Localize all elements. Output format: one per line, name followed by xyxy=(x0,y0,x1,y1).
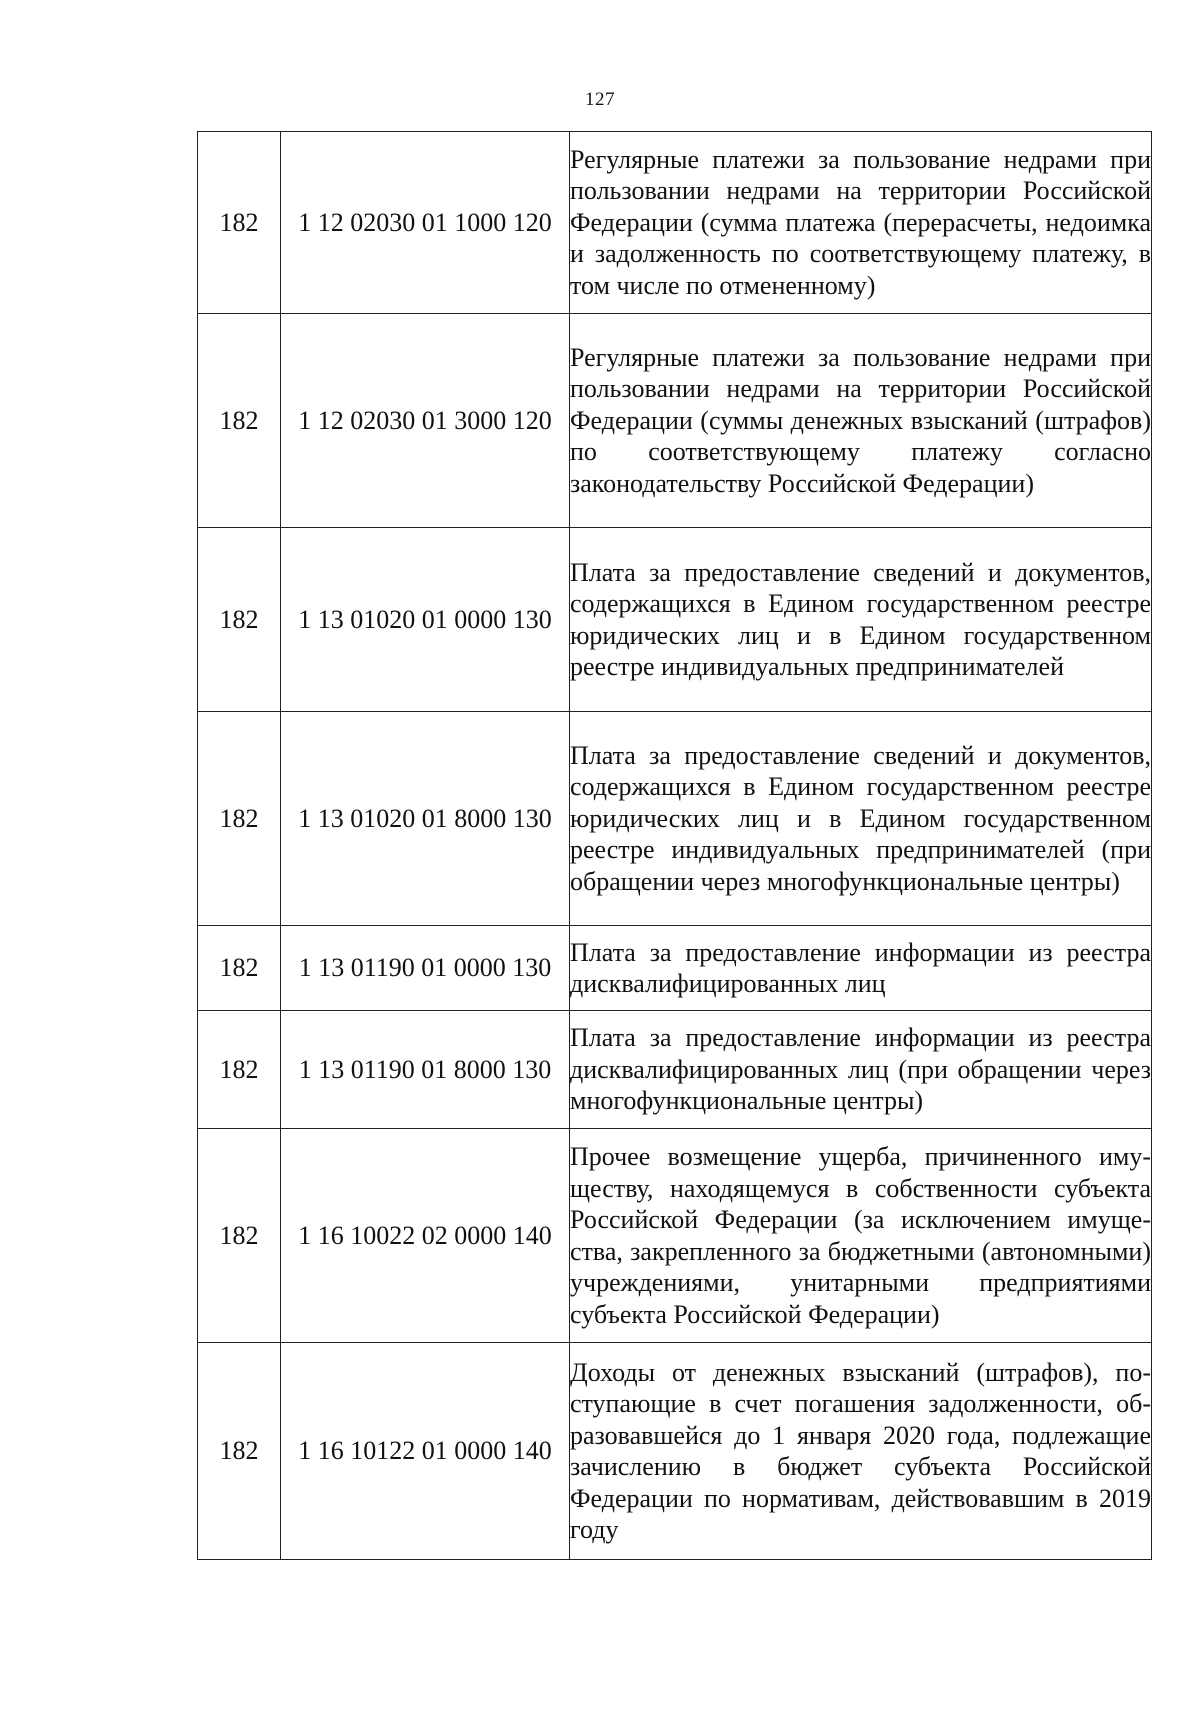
table-row xyxy=(198,1011,1152,1129)
admin-code-cell: 182 xyxy=(198,132,281,314)
kbk-code-cell: 1 12 02030 01 3000 120 xyxy=(281,314,570,528)
description-cell: Доходы от денежных взысканий (штрафов), поступающие в счет погашения задолженности, образовавшейся до 1 января 2020 года, подлежащие зачислению в бюджет субъекта Российской Федерации по нормативам, действовавшим в 2019 году xyxy=(570,1343,1152,1560)
revenue-codes-table xyxy=(197,131,1152,1560)
kbk-code-cell: 1 13 01020 01 0000 130 xyxy=(281,528,570,712)
table-row xyxy=(198,528,1152,712)
table-row xyxy=(198,132,1152,314)
description-cell: Плата за предоставление информации из реестра дисквалифицированных лиц (при обращении через многофункциональные центры) xyxy=(570,1011,1152,1129)
description-cell: Регулярные платежи за пользование недрами при пользовании недрами на территории Российской Федерации (сумма платежа (перерасчеты, недоимка и задолженность по соответствующему платежу, в том числе по отмененному) xyxy=(570,132,1152,314)
kbk-code-cell: 1 16 10122 01 0000 140 xyxy=(281,1343,570,1560)
description-cell: Регулярные платежи за пользование недрами при пользовании недрами на территории Российской Федерации (суммы денежных взысканий (штрафов) по соответствующему платежу согласно законодательству Российской Федерации) xyxy=(570,314,1152,528)
table-row xyxy=(198,926,1152,1011)
page-number: 127 xyxy=(585,89,615,110)
table-row xyxy=(198,1129,1152,1343)
table-row xyxy=(198,314,1152,528)
admin-code-cell: 182 xyxy=(198,314,281,528)
kbk-code-cell: 1 13 01190 01 0000 130 xyxy=(281,926,570,1011)
kbk-code-cell: 1 16 10022 02 0000 140 xyxy=(281,1129,570,1343)
admin-code-cell: 182 xyxy=(198,712,281,926)
table-row xyxy=(198,1343,1152,1560)
table-row xyxy=(198,712,1152,926)
description-cell: Прочее возмещение ущерба, причиненного имуществу, находящемуся в собственности субъекта Российской Федерации (за исключением имущества, закрепленного за бюджетными (автономными) учреждениями, унитарными предприятиями субъекта Российской Федерации) xyxy=(570,1129,1152,1343)
description-cell: Плата за предоставление информации из реестра дисквалифицированных лиц xyxy=(570,926,1152,1011)
admin-code-cell: 182 xyxy=(198,926,281,1011)
admin-code-cell: 182 xyxy=(198,1129,281,1343)
admin-code-cell: 182 xyxy=(198,1343,281,1560)
admin-code-cell: 182 xyxy=(198,1011,281,1129)
admin-code-cell: 182 xyxy=(198,528,281,712)
description-cell: Плата за предоставление сведений и документов, содержащихся в Едином государственном реестре юридических лиц и в Едином государственном реестре индивидуальных предпринимателей (при обращении через многофункциональные центры) xyxy=(570,712,1152,926)
description-cell: Плата за предоставление сведений и документов, содержащихся в Едином государственном реестре юридических лиц и в Едином государственном реестре индивидуальных предпринимателей xyxy=(570,528,1152,712)
kbk-code-cell: 1 13 01190 01 8000 130 xyxy=(281,1011,570,1129)
kbk-code-cell: 1 13 01020 01 8000 130 xyxy=(281,712,570,926)
kbk-code-cell: 1 12 02030 01 1000 120 xyxy=(281,132,570,314)
